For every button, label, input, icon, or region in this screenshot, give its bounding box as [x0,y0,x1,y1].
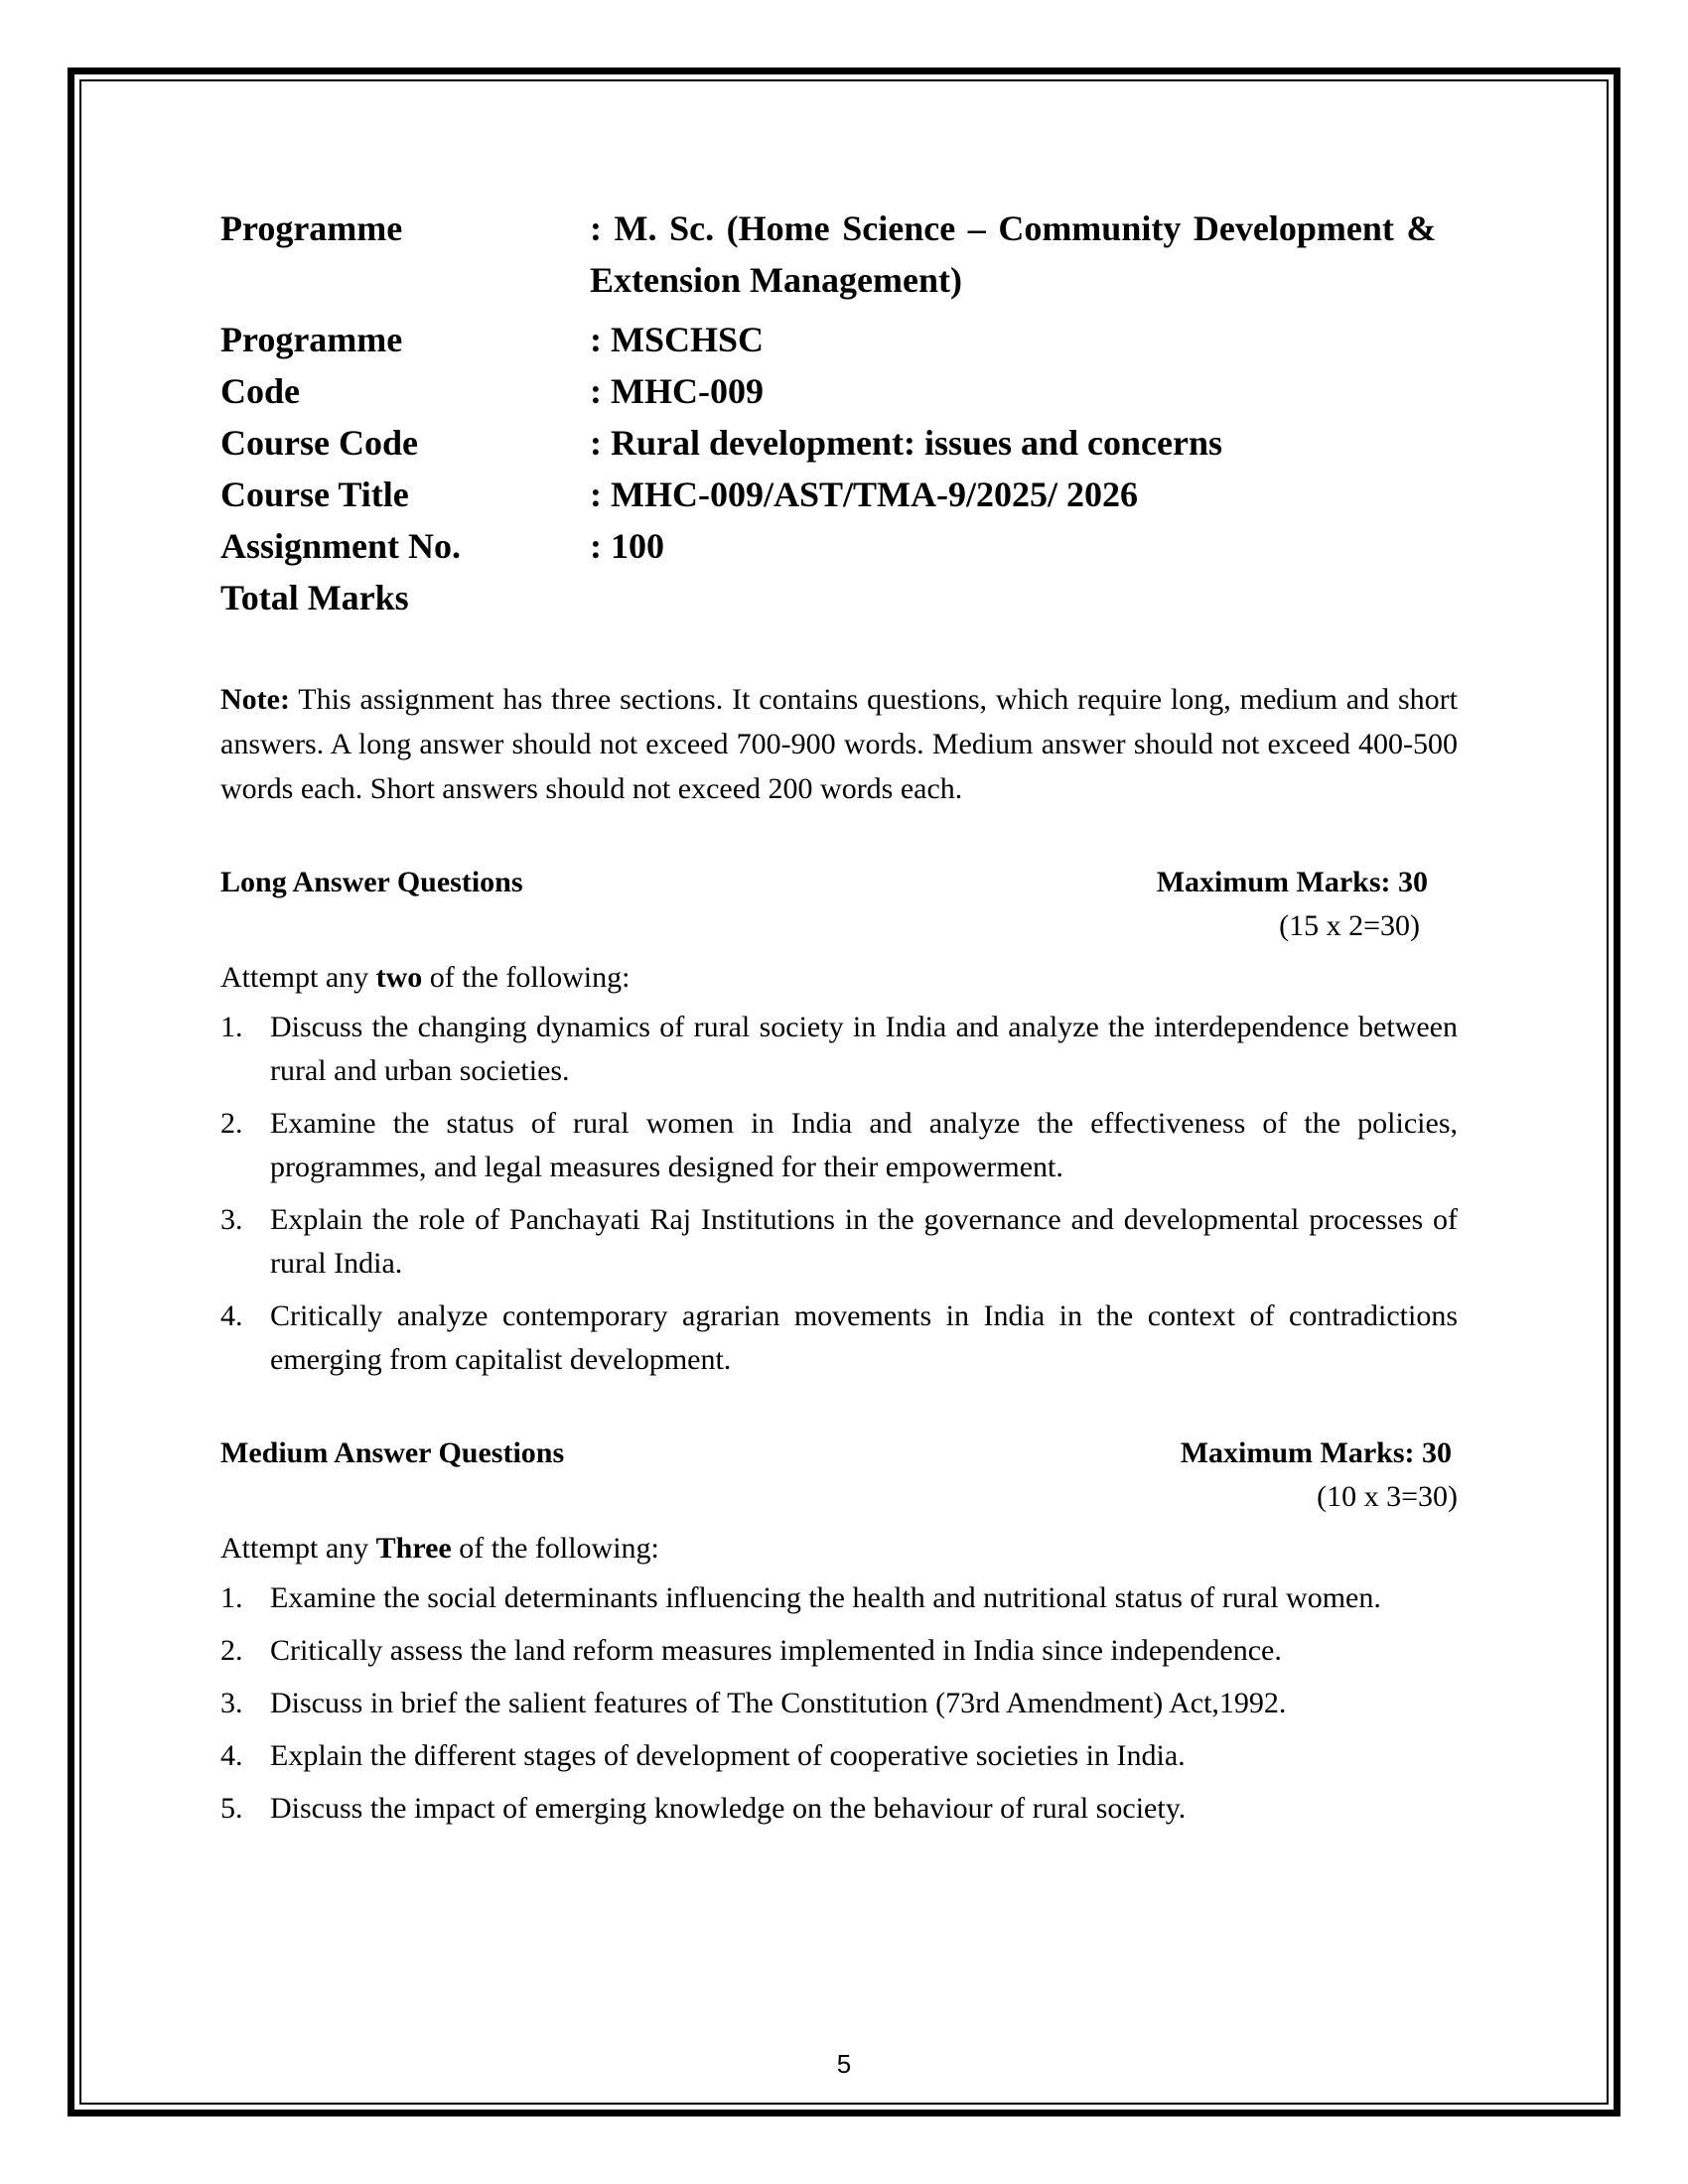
maximum-marks: Maximum Marks: 30 [1180,1436,1452,1469]
instruction-text: Attempt any [220,1532,376,1565]
question-item [220,1734,1458,1778]
question-item [220,1295,1458,1382]
marks-breakdown: (15 x 2=30) [1279,909,1420,942]
question-number: 2. [220,1107,243,1140]
question-number: 3. [220,1203,243,1236]
section-instruction [220,956,1458,1000]
meta-value [590,572,1458,623]
question-number: 4. [220,1299,243,1332]
instruction-text: of the following: [422,961,631,994]
meta-label: Assignment No. [220,526,462,566]
meta-label: Programme [220,320,403,359]
meta-label: Course Code [220,423,418,463]
question-item [220,1576,1458,1620]
question-number: 2. [220,1634,243,1667]
course-details [220,203,1458,623]
question-number: 4. [220,1739,243,1772]
section-header [220,861,1458,904]
section-header [220,1432,1458,1475]
meta-label: Course Title [220,475,409,514]
question-item [220,1006,1458,1093]
section-instruction [220,1527,1458,1570]
question-text: Critically analyze contemporary agrarian movements in India in the context of contradictions emerging from capitalist development. [270,1299,1458,1376]
assignment-page [220,203,1458,1840]
question-text: Critically assess the land reform measures implemented in India since independence. [270,1634,1282,1667]
meta-label: Total Marks [220,578,409,617]
question-text: Discuss in brief the salient features of The Constitution (73rd Amendment) Act,1992. [270,1687,1287,1719]
question-text: Examine the social determinants influencing the health and nutritional status of rural women. [270,1581,1381,1614]
question-number: 3. [220,1687,243,1719]
meta-value: : Rural development: issues and concerns [590,423,1222,463]
question-item [220,1102,1458,1189]
instruction-emphasis: Three [375,1532,452,1565]
assignment-note [220,677,1458,811]
question-list [220,1576,1458,1831]
section-title: Medium Answer Questions [220,1436,565,1469]
question-text: Examine the status of rural women in India and analyze the effectiveness of the policies, programmes, and legal measures designed for their empowerment. [270,1107,1458,1183]
question-item [220,1682,1458,1725]
question-text: Explain the role of Panchayati Raj Institutions in the governance and developmental processes of rural India. [270,1203,1458,1280]
question-number: 5. [220,1792,243,1825]
instruction-text: Attempt any [220,961,376,994]
instruction-emphasis: two [375,961,423,994]
section-title: Long Answer Questions [220,866,523,898]
meta-value: : MHC-009 [590,371,764,411]
question-list [220,1006,1458,1382]
instruction-text: of the following: [451,1532,659,1565]
question-item [220,1629,1458,1673]
maximum-marks: Maximum Marks: 30 [1156,866,1428,898]
question-text: Discuss the impact of emerging knowledge on the behaviour of rural society. [270,1792,1187,1825]
page-number: 5 [836,2049,852,2079]
meta-value: : MHC-009/AST/TMA-9/2025/ 2026 [590,475,1138,514]
note-label: Note: [220,683,290,716]
question-text: Explain the different stages of development of cooperative societies in India. [270,1739,1186,1772]
meta-value: : 100 [590,526,664,566]
question-text: Discuss the changing dynamics of rural society in India and analyze the interdependence between rural and urban societies. [270,1011,1458,1087]
question-item [220,1787,1458,1831]
meta-label: Code [220,371,300,411]
note-text: This assignment has three sections. It contains questions, which require long, medium and short answers. A long answer should not exceed 700-900 words. Medium answer should not exceed 400-500 words each. Short answers should not exceed 200 words each. [220,683,1458,805]
medium-answer-section [220,1432,1458,1831]
meta-label: Programme [220,208,403,248]
marks-breakdown: (10 x 3=30) [1317,1480,1458,1513]
question-number: 1. [220,1011,243,1043]
meta-value: : M. Sc. (Home Science – Community Development & Extension Management) [590,208,1458,300]
long-answer-section [220,861,1458,1382]
question-item [220,1198,1458,1286]
question-number: 1. [220,1581,243,1614]
meta-value: : MSCHSC [590,320,765,359]
